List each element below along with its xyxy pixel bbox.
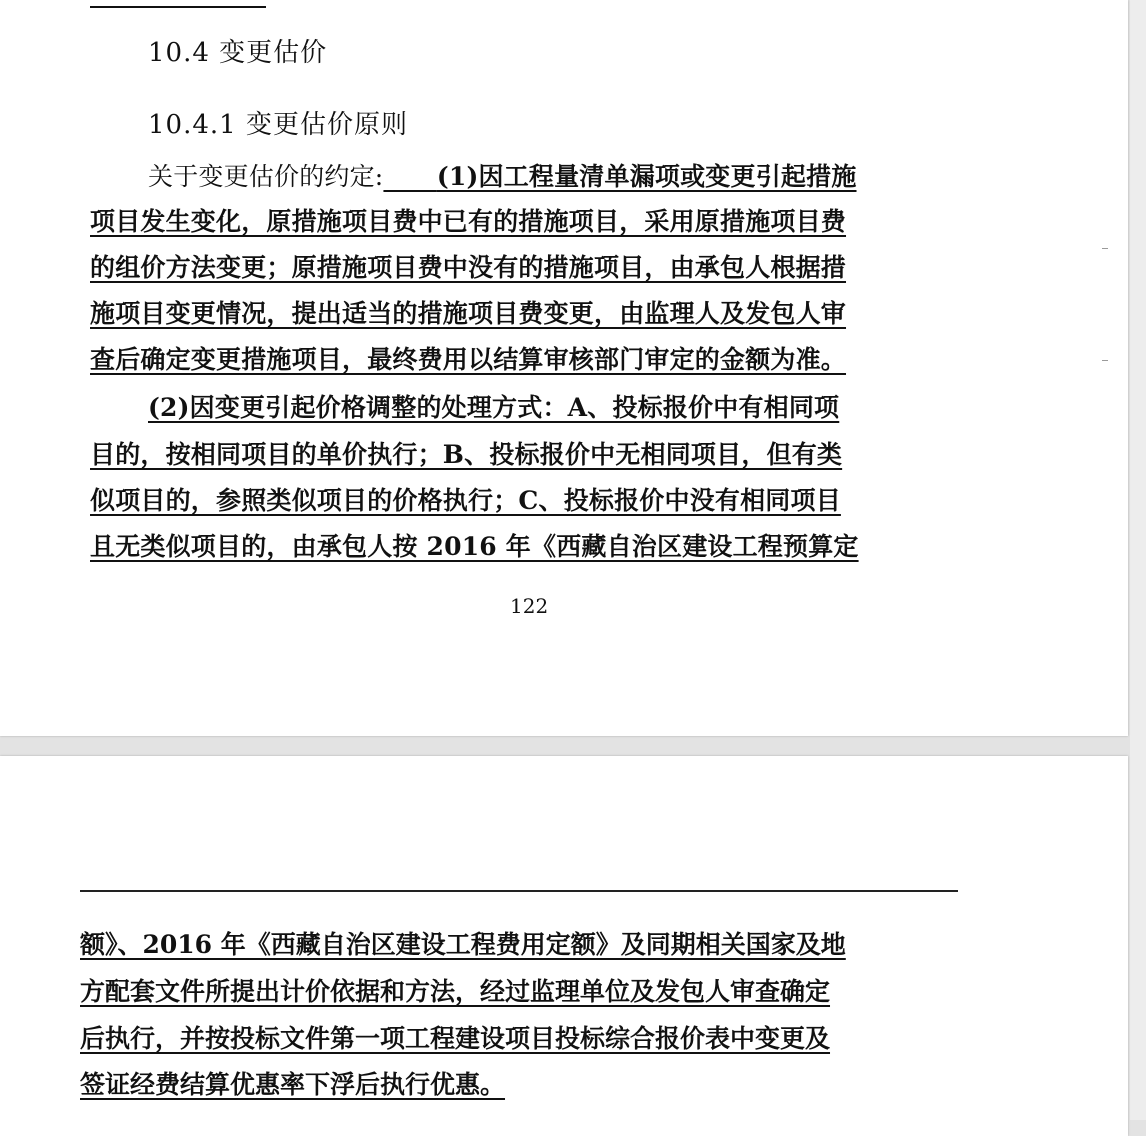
paragraph-text: (1)因工程量清单漏项或变更引起措施: [436, 162, 857, 191]
continuation-line: 后执行，并按投标文件第一项工程建设项目投标综合报价表中变更及: [80, 1024, 831, 1053]
paragraph-line: 且无类似项目的，由承包人按 2016 年《西藏自治区建设工程预算定: [90, 532, 859, 561]
continuation-line: 签证经费结算优惠率下浮后执行优惠。: [80, 1070, 506, 1099]
underlined-gap: [383, 162, 436, 191]
continuation-line: 额》、2016 年《西藏自治区建设工程费用定额》及同期相关国家及地: [80, 930, 846, 959]
paragraph-line: 项目发生变化，原措施项目费中已有的措施项目，采用原措施项目费: [90, 207, 847, 236]
header-rule: [80, 890, 958, 892]
continuation-line: 方配套文件所提出计价依据和方法，经过监理单位及发包人审查确定: [80, 977, 831, 1006]
paragraph-line: 目的，按相同项目的单价执行；B、投标报价中无相同项目，但有类: [90, 440, 843, 469]
paragraph-line: 的组价方法变更；原措施项目费中没有的措施项目，由承包人根据措: [90, 253, 847, 282]
subsection-heading: 10.4.1 变更估价原则: [148, 110, 408, 140]
margin-mark: [1102, 360, 1108, 361]
section-heading: 10.4 变更估价: [148, 38, 328, 68]
paragraph-line: [148, 162, 857, 192]
cut-off-underline: [90, 0, 266, 8]
paragraph-text: (2)因变更引起价格调整的处理方式：A、投标报价中有相同项: [148, 393, 840, 422]
paragraph-line: 施项目变更情况，提出适当的措施项目费变更，由监理人及发包人审: [90, 299, 847, 328]
margin-mark: [1102, 248, 1108, 249]
paragraph-lead: 关于变更估价的约定:: [148, 162, 384, 191]
paragraph-line: 似项目的，参照类似项目的价格执行；C、投标报价中没有相同项目: [90, 486, 841, 515]
page-number: 122: [510, 594, 549, 618]
paragraph-line: [148, 393, 839, 423]
paragraph-line: 查后确定变更措施项目，最终费用以结算审核部门审定的金额为准。: [90, 345, 847, 374]
vertical-scrollbar[interactable]: [1130, 0, 1146, 1120]
